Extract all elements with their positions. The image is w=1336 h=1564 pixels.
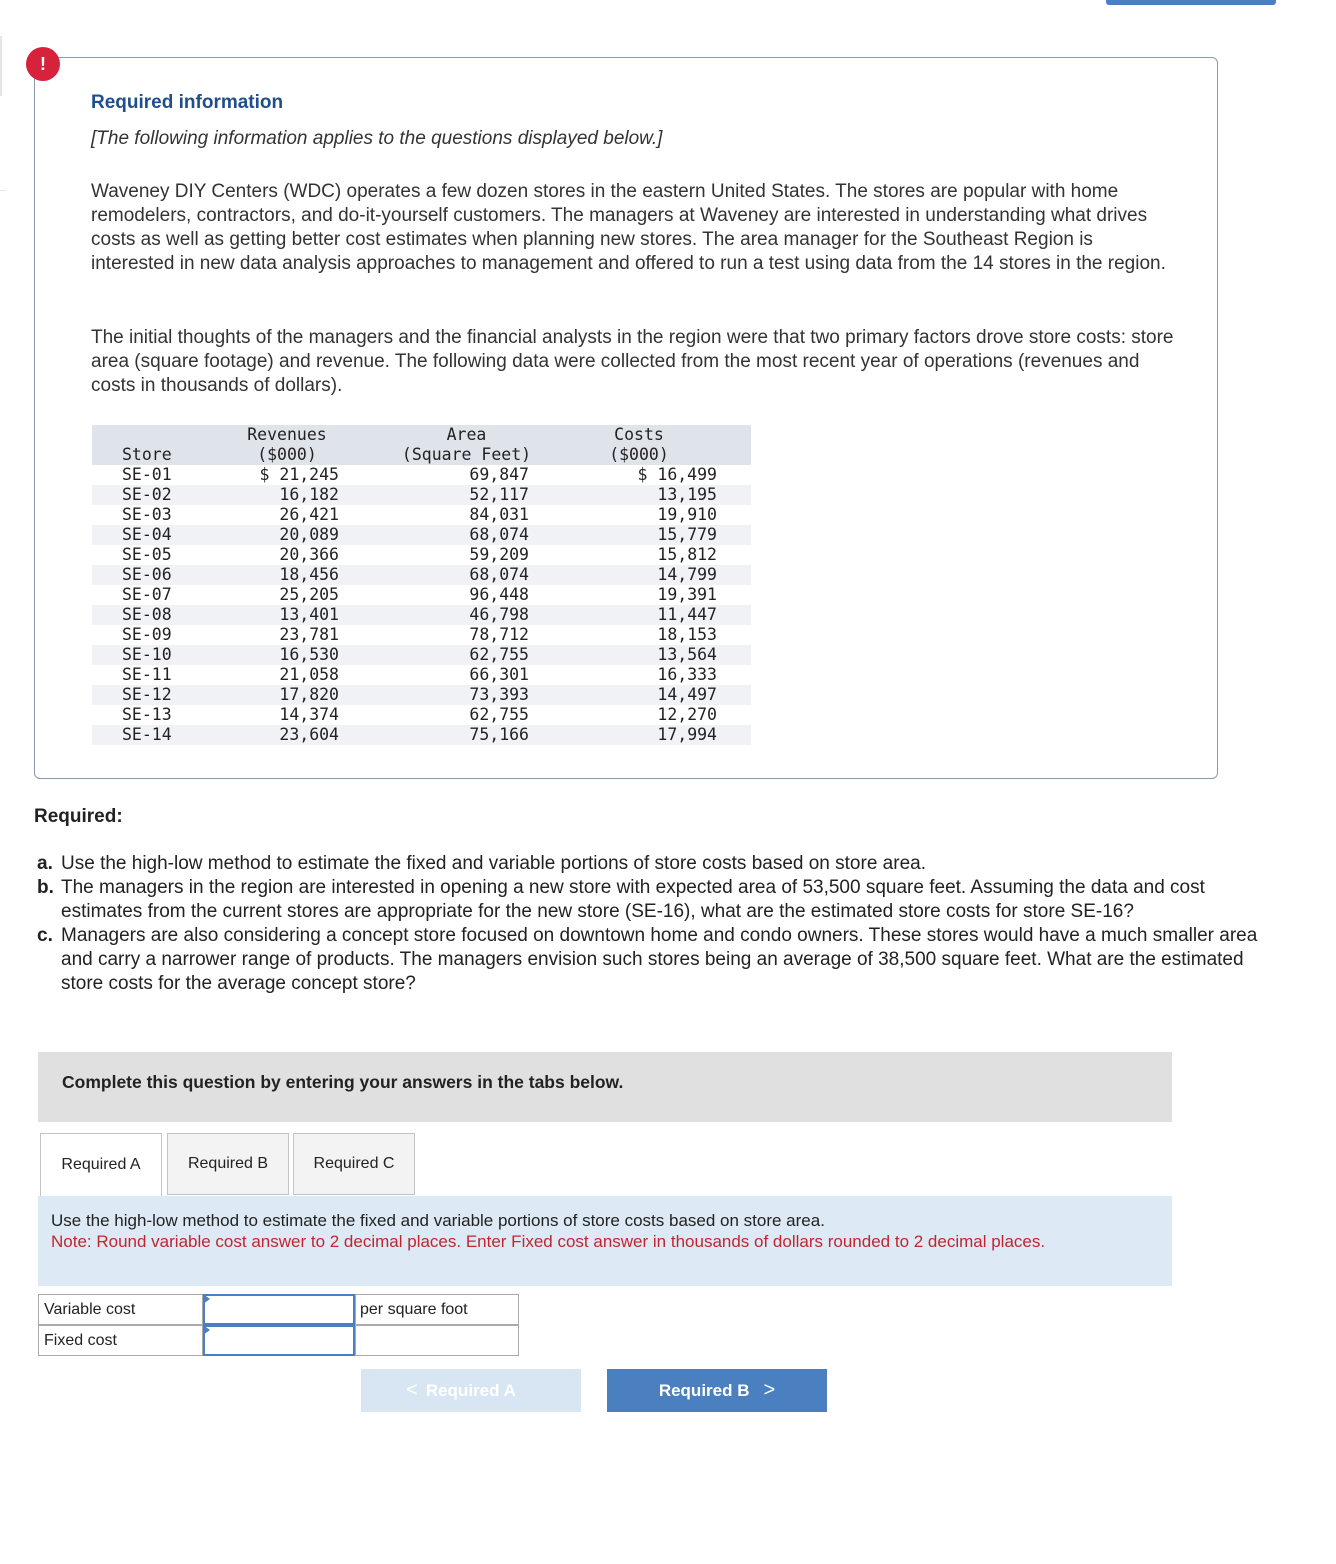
table-row — [92, 585, 751, 605]
required-item-a-label: a. — [37, 853, 53, 874]
table-row — [92, 605, 751, 625]
table-row — [92, 545, 751, 565]
cell-store: SE-01 — [92, 465, 202, 485]
cell-costs: 11,447 — [561, 605, 717, 625]
variable-cost-input[interactable] — [203, 1294, 355, 1325]
cell-store: SE-11 — [92, 665, 202, 685]
cell-revenues: 14,374 — [202, 705, 372, 725]
table-row — [92, 565, 751, 585]
alert-icon: ! — [26, 47, 60, 81]
prev-button-label: Required A — [425, 1380, 516, 1400]
answer-row-variable — [38, 1294, 519, 1325]
cell-costs: 19,910 — [561, 505, 717, 525]
required-heading: Required: — [34, 806, 123, 827]
cell-store: SE-13 — [92, 705, 202, 725]
cell-revenues: 16,530 — [202, 645, 372, 665]
required-list — [37, 852, 1277, 996]
cell-revenues: 23,604 — [202, 725, 372, 745]
fixed-cost-unit-empty — [355, 1325, 519, 1356]
cell-costs: 12,270 — [561, 705, 717, 725]
cell-area: 62,755 — [372, 645, 561, 665]
header-store: Store — [92, 425, 202, 465]
required-item-b-label: b. — [37, 877, 54, 898]
info-title: Required information — [91, 92, 284, 113]
cell-costs: 13,195 — [561, 485, 717, 505]
cell-costs: 13,564 — [561, 645, 717, 665]
table-row — [92, 645, 751, 665]
cell-area: 84,031 — [372, 505, 561, 525]
cell-store: SE-06 — [92, 565, 202, 585]
input-marker-icon — [203, 1294, 210, 1304]
instructions-panel — [38, 1196, 1172, 1286]
required-item-b — [37, 876, 1277, 924]
cell-area: 46,798 — [372, 605, 561, 625]
required-item-a — [37, 852, 1277, 876]
table-row — [92, 685, 751, 705]
tab-required-b[interactable]: Required B — [167, 1133, 289, 1195]
cell-area: 68,074 — [372, 565, 561, 585]
cell-revenues: 21,058 — [202, 665, 372, 685]
info-paragraph-2: The initial thoughts of the managers and the financial analysts in the region were that two primary factors drove store costs: store area (square footage) and revenue. The following data were collected from the most recent year of operations (revenues and costs in thousands of dollars). — [91, 327, 1174, 396]
cell-revenues: 26,421 — [202, 505, 372, 525]
required-item-b-text: The managers in the region are interested in opening a new store with expected area of 53,500 square feet. Assuming the data and cost estimates from the current stores are appropriate for the new store (SE-16), what are the estimated store costs for store SE-16? — [61, 877, 1205, 922]
cell-store: SE-02 — [92, 485, 202, 505]
cell-area: 59,209 — [372, 545, 561, 565]
tab-required-c[interactable]: Required C — [293, 1133, 415, 1195]
cell-area: 69,847 — [372, 465, 561, 485]
variable-cost-unit: per square foot — [355, 1294, 519, 1325]
input-marker-icon — [203, 1325, 210, 1335]
cell-costs: 15,812 — [561, 545, 717, 565]
cell-area: 68,074 — [372, 525, 561, 545]
table-row — [92, 465, 751, 485]
table-row — [92, 485, 751, 505]
cell-costs: $ 16,499 — [561, 465, 717, 485]
complete-question-text: Complete this question by entering your answers in the tabs below. — [62, 1072, 624, 1092]
complete-question-banner — [38, 1052, 1172, 1122]
required-item-c-text: Managers are also considering a concept store focused on downtown home and condo owners. These stores would have a much smaller area and carry a narrower range of products. The managers envision such stores being an average of 38,500 square feet. What are the estimated store costs for the average concept store? — [61, 925, 1258, 994]
cell-costs: 15,779 — [561, 525, 717, 545]
table-row — [92, 525, 751, 545]
instructions-text: Use the high-low method to estimate the fixed and variable portions of store costs based on store area. — [51, 1211, 825, 1230]
next-button[interactable] — [607, 1369, 827, 1412]
cell-area: 78,712 — [372, 625, 561, 645]
header-area: Area — [372, 425, 561, 445]
header-costs: Costs — [561, 425, 717, 445]
cell-area: 96,448 — [372, 585, 561, 605]
next-button-label: Required B — [658, 1380, 750, 1400]
instructions-note: Note: Round variable cost answer to 2 decimal places. Enter Fixed cost answer in thousands of dollars rounded to 2 decimal places. — [51, 1232, 1046, 1251]
tab-required-a[interactable]: Required A — [40, 1133, 162, 1196]
cell-store: SE-05 — [92, 545, 202, 565]
cell-area: 52,117 — [372, 485, 561, 505]
header-revenues: Revenues — [202, 425, 372, 445]
table-row — [92, 505, 751, 525]
cell-area: 75,166 — [372, 725, 561, 745]
cell-costs: 14,799 — [561, 565, 717, 585]
cell-revenues: 25,205 — [202, 585, 372, 605]
table-row — [92, 705, 751, 725]
cell-store: SE-04 — [92, 525, 202, 545]
fixed-cost-label: Fixed cost — [38, 1325, 203, 1356]
left-edge-mark — [0, 36, 2, 96]
cell-area: 66,301 — [372, 665, 561, 685]
cell-revenues: 13,401 — [202, 605, 372, 625]
cell-costs: 16,333 — [561, 665, 717, 685]
table-row — [92, 665, 751, 685]
required-item-c-label: c. — [37, 925, 53, 946]
cell-costs: 19,391 — [561, 585, 717, 605]
cell-revenues: 17,820 — [202, 685, 372, 705]
store-data-table — [92, 425, 751, 745]
cell-store: SE-12 — [92, 685, 202, 705]
answer-row-fixed — [38, 1325, 519, 1356]
cell-costs: 14,497 — [561, 685, 717, 705]
left-edge-tick — [0, 190, 6, 191]
required-item-a-text: Use the high-low method to estimate the fixed and variable portions of store costs based on store area. — [61, 853, 926, 874]
chevron-left-icon: < — [406, 1379, 418, 1401]
cell-store: SE-14 — [92, 725, 202, 745]
cell-store: SE-10 — [92, 645, 202, 665]
table-row — [92, 725, 751, 745]
cell-revenues: $ 21,245 — [202, 465, 372, 485]
info-subtitle: [The following information applies to the questions displayed below.] — [91, 128, 663, 149]
header-costs-unit: ($000) — [561, 445, 717, 465]
variable-cost-label: Variable cost — [38, 1294, 203, 1325]
cell-store: SE-03 — [92, 505, 202, 525]
cell-revenues: 20,366 — [202, 545, 372, 565]
chevron-right-icon: > — [763, 1379, 776, 1401]
cell-store: SE-09 — [92, 625, 202, 645]
cell-revenues: 16,182 — [202, 485, 372, 505]
prev-button[interactable] — [361, 1369, 581, 1412]
fixed-cost-input[interactable] — [203, 1325, 355, 1356]
top-progress-bar — [1106, 0, 1276, 5]
cell-revenues: 20,089 — [202, 525, 372, 545]
cell-store: SE-07 — [92, 585, 202, 605]
cell-area: 62,755 — [372, 705, 561, 725]
cell-revenues: 23,781 — [202, 625, 372, 645]
cell-area: 73,393 — [372, 685, 561, 705]
cell-costs: 17,994 — [561, 725, 717, 745]
info-paragraph-1: Waveney DIY Centers (WDC) operates a few dozen stores in the eastern United States. The stores are popular with home remodelers, contractors, and do-it-yourself customers. The managers at Waveney are interested in understanding what drives costs as well as getting better cost estimates when planning new stores. The area manager for the Southeast Region is interested in new data analysis approaches to management and offered to run a test using data from the 14 stores in the region. — [91, 181, 1166, 274]
cell-costs: 18,153 — [561, 625, 717, 645]
header-area-unit: (Square Feet) — [372, 445, 561, 465]
cell-store: SE-08 — [92, 605, 202, 625]
required-item-c — [37, 924, 1277, 996]
table-row — [92, 625, 751, 645]
header-revenues-unit: ($000) — [202, 445, 372, 465]
cell-revenues: 18,456 — [202, 565, 372, 585]
